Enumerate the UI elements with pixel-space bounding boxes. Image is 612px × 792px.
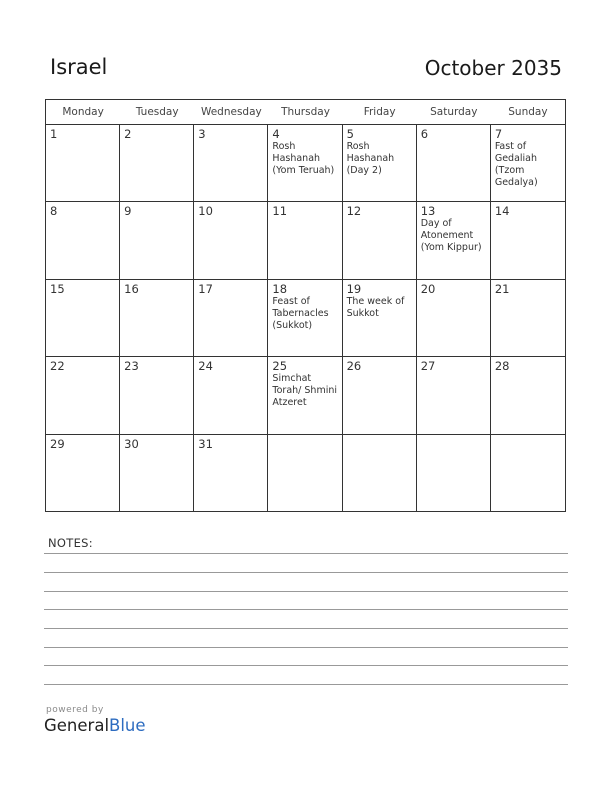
day-number: 7	[494, 127, 503, 141]
day-number: 8	[50, 204, 58, 219]
weekday-header-row	[46, 100, 565, 125]
calendar-day-cell	[343, 280, 417, 357]
holiday-event: Rosh Hashanah (Day 2)	[346, 141, 395, 176]
day-number: 24	[198, 359, 213, 374]
calendar-day-cell	[491, 125, 565, 202]
day-number: 12	[346, 204, 362, 219]
calendar-day-cell	[343, 202, 417, 279]
calendar-day-cell	[194, 125, 268, 202]
calendar-day-cell	[343, 357, 417, 434]
day-number: 29	[50, 436, 65, 451]
calendar-day-cell	[268, 280, 342, 357]
calendar-day-cell	[491, 357, 565, 434]
weekday-wednesday: Wednesday	[200, 106, 262, 118]
weekday-monday: Monday	[62, 106, 104, 118]
calendar-day-cell	[194, 202, 268, 279]
notes-label: NOTES:	[48, 536, 93, 550]
weekday-friday: Friday	[363, 106, 396, 118]
weekday-saturday: Saturday	[430, 106, 478, 118]
calendar-day-cell	[120, 125, 194, 202]
holiday-event: Day of Atonement (Yom Kippur)	[420, 218, 482, 254]
brand-logo	[44, 716, 146, 735]
day-number: 14	[494, 204, 510, 219]
calendar-day-cell	[194, 357, 268, 434]
brand-general: General	[44, 716, 110, 735]
day-number: 30	[124, 436, 139, 451]
calendar-day-cell	[491, 202, 565, 279]
holiday-event: Fast of Gedaliah (Tzom Gedalya)	[494, 141, 538, 188]
calendar-day-cell	[268, 125, 342, 202]
calendar-day-cell	[194, 280, 268, 357]
calendar-day-cell	[268, 357, 342, 434]
holiday-event: Rosh Hashanah (Yom Teruah)	[272, 141, 335, 176]
notes-line	[44, 665, 568, 666]
calendar-day-cell	[46, 202, 120, 279]
day-number: 23	[124, 359, 139, 374]
day-number: 15	[50, 281, 65, 296]
calendar-day-cell	[120, 280, 194, 357]
calendar-day-cell	[194, 435, 268, 512]
holiday-event: Simchat Torah/ Shmini Atzeret	[272, 373, 337, 409]
holiday-event: Feast of Tabernacles (Sukkot)	[272, 295, 329, 331]
calendar-day-cell	[120, 202, 194, 279]
day-number: 25	[272, 359, 288, 374]
month-year-title: October 2035	[424, 56, 562, 80]
day-number: 31	[198, 436, 213, 451]
calendar-day-cell	[46, 357, 120, 434]
day-number: 16	[124, 281, 139, 296]
day-number: 5	[346, 127, 354, 141]
calendar-day-cell	[268, 202, 342, 279]
day-number: 10	[198, 204, 213, 219]
calendar-day-cell	[343, 435, 417, 512]
day-number: 3	[198, 127, 206, 141]
weekday-tuesday: Tuesday	[135, 106, 179, 118]
day-number: 4	[272, 127, 280, 141]
day-number: 9	[124, 204, 132, 219]
day-number: 6	[420, 127, 429, 141]
notes-line	[44, 647, 568, 648]
day-number: 21	[494, 281, 510, 296]
calendar-day-cell	[46, 280, 120, 357]
calendar-day-cell	[120, 435, 194, 512]
calendar-day-cell	[417, 280, 491, 357]
notes-line	[44, 609, 568, 610]
day-number: 28	[494, 359, 510, 374]
calendar-day-cell	[417, 435, 491, 512]
calendar-day-cell	[417, 357, 491, 434]
day-number: 2	[124, 127, 132, 141]
country-title: Israel	[50, 55, 108, 79]
calendar-day-cell	[417, 125, 491, 202]
calendar-day-cell	[491, 435, 565, 512]
calendar-day-cell	[46, 125, 120, 202]
calendar-grid	[45, 99, 566, 512]
notes-line	[44, 591, 568, 592]
notes-line	[44, 628, 568, 629]
calendar-day-cell	[417, 202, 491, 279]
notes-line	[44, 572, 568, 573]
day-number: 22	[50, 359, 65, 374]
day-number: 13	[420, 204, 436, 219]
calendar-day-cell	[491, 280, 565, 357]
day-number: 20	[420, 281, 436, 296]
calendar-day-cell	[343, 125, 417, 202]
day-number: 18	[272, 281, 288, 296]
brand-blue: Blue	[109, 716, 146, 735]
calendar-day-cell	[268, 435, 342, 512]
day-number: 19	[346, 281, 362, 296]
weekday-sunday: Sunday	[508, 106, 548, 118]
calendar-day-cell	[46, 435, 120, 512]
calendar-day-cell	[120, 357, 194, 434]
day-number: 26	[346, 359, 362, 374]
day-number: 1	[50, 127, 58, 141]
day-number: 11	[272, 204, 288, 219]
notes-line	[44, 553, 568, 554]
calendar-body	[46, 125, 565, 512]
day-number: 17	[198, 281, 213, 296]
holiday-event: The week of Sukkot	[346, 295, 405, 319]
day-number: 27	[420, 359, 436, 374]
weekday-thursday: Thursday	[281, 106, 330, 118]
powered-by-label: powered by	[46, 705, 104, 715]
notes-line	[44, 684, 568, 685]
